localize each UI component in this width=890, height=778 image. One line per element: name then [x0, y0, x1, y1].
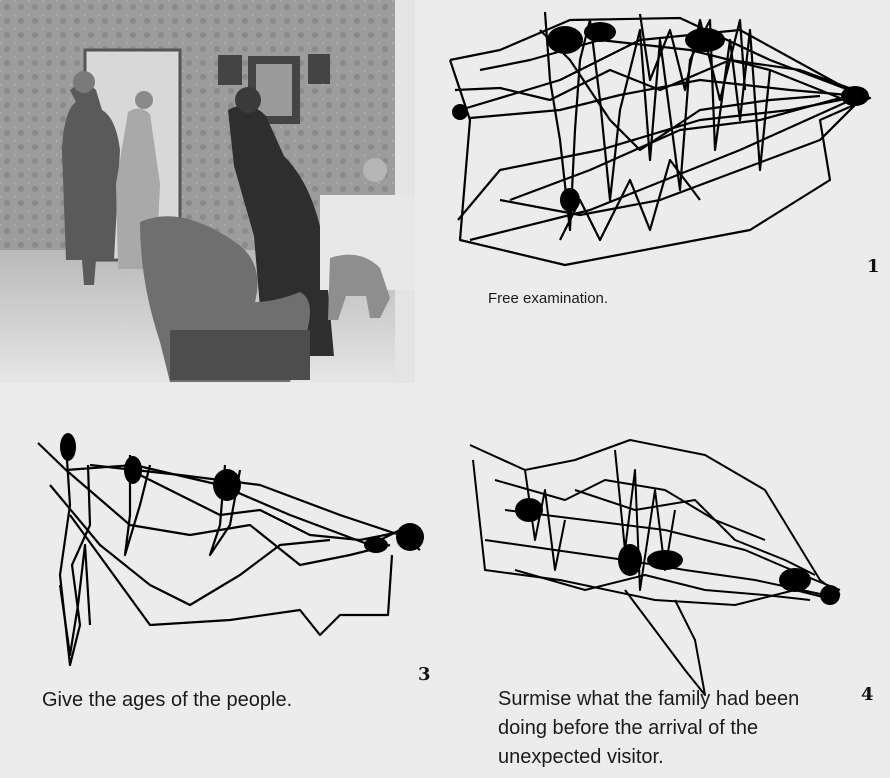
- panel-4-caption: Surmise what the family had been doing before the arrival of the unexpected visitor.: [498, 688, 800, 768]
- eye-trace-panel-1: [440, 0, 890, 275]
- panel-1-caption: Free examination.: [488, 290, 609, 307]
- painting-image: [0, 0, 415, 383]
- panel-4-number: 4: [861, 684, 874, 705]
- panel-3-number: 3: [418, 664, 431, 685]
- panel-3-caption: Give the ages of the people.: [42, 689, 293, 711]
- window-right: [395, 0, 415, 383]
- picture-frame-right: [308, 54, 330, 84]
- panel-1-number: 1: [867, 256, 880, 277]
- eye-trace-panel-3: [30, 425, 430, 680]
- picture-frame-left: [218, 55, 242, 85]
- eye-trace-panel-4: [465, 430, 850, 700]
